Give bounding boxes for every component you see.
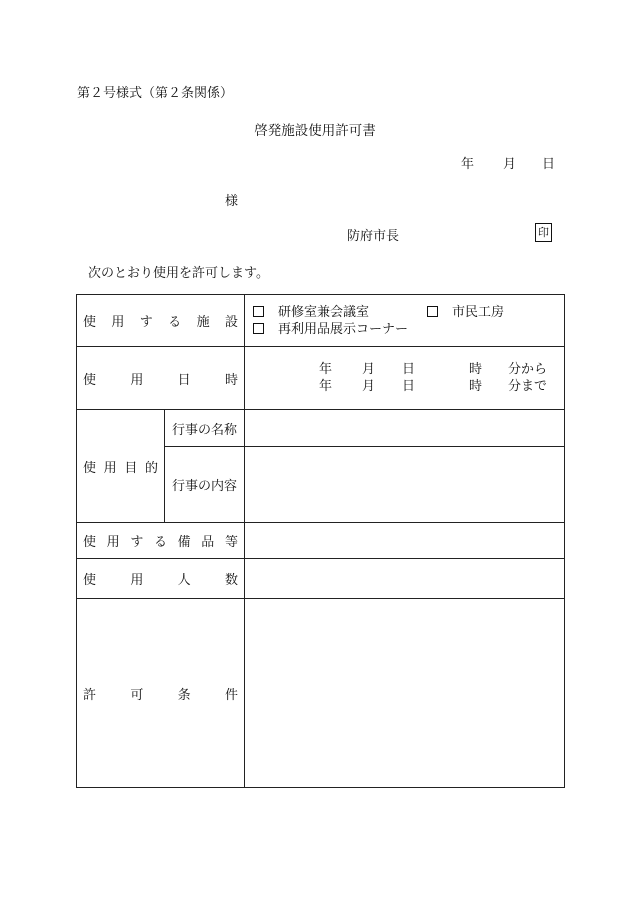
conditions-value[interactable] — [245, 599, 565, 788]
datetime-cell — [245, 347, 565, 410]
checkbox[interactable] — [253, 306, 264, 317]
facility-row — [77, 295, 565, 347]
equipment-label: 使 用 す る 備 品 等 — [77, 523, 245, 559]
equipment-row — [77, 523, 565, 559]
date-day-label: 日 — [542, 157, 556, 172]
checkbox[interactable] — [427, 306, 438, 317]
people-label: 使 用 人 数 — [77, 559, 245, 599]
event-name-value[interactable] — [245, 410, 565, 447]
purpose-name-row — [77, 410, 565, 447]
date-year-label: 年 — [461, 157, 475, 172]
facility-options-cell — [245, 295, 565, 347]
conditions-row — [77, 599, 565, 788]
document-title: 啓発施設使用許可書 — [254, 123, 376, 139]
people-value[interactable] — [245, 559, 565, 599]
datetime-row — [77, 347, 565, 410]
datetime-from-line: 年 月 日 時 分から — [319, 362, 548, 377]
purpose-label: 使 用 目 的 — [77, 410, 165, 523]
facility-option-meeting-room[interactable]: 研修室兼会議室 — [253, 305, 369, 320]
conditions-label: 許 可 条 件 — [77, 599, 245, 788]
issuer-name: 防府市長 — [347, 229, 400, 244]
date-month-label: 月 — [503, 157, 517, 172]
facility-option-exhibition-corner[interactable]: 再利用品展示コーナー — [253, 322, 408, 337]
facility-option-workshop[interactable]: 市民工房 — [427, 304, 504, 321]
facility-label: 使 用 す る 施 設 — [77, 295, 245, 347]
intro-text: 次のとおり使用を許可します。 — [88, 266, 269, 281]
seal-mark: 印 — [535, 223, 552, 242]
people-row — [77, 559, 565, 599]
form-number: 第２号様式（第２条関係） — [77, 86, 234, 101]
equipment-value[interactable] — [245, 523, 565, 559]
permit-table — [76, 294, 565, 788]
datetime-to-line: 年 月 日 時 分まで — [319, 379, 548, 394]
checkbox[interactable] — [253, 323, 264, 334]
event-content-value[interactable] — [245, 447, 565, 523]
event-name-label: 行事の名称 — [165, 410, 245, 447]
datetime-label: 使 用 日 時 — [77, 347, 245, 410]
addressee-suffix: 様 — [225, 194, 239, 209]
event-content-label: 行事の内容 — [165, 447, 245, 523]
